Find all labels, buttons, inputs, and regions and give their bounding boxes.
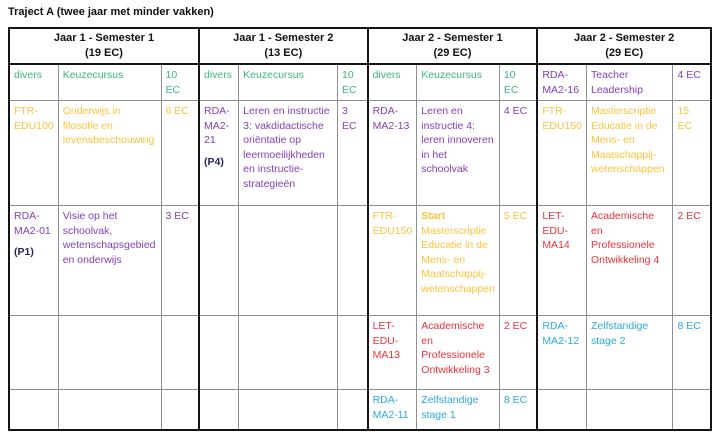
course-name-cell: Academische en Professionele Ontwikkeling 4 bbox=[587, 206, 673, 316]
course-name-cell bbox=[239, 206, 338, 316]
course-code-cell: RDA-MA2-01 (P1) bbox=[9, 206, 58, 316]
course-name-cell: Leren en instructie 3: vakdidactische oriëntatie op leermoeilijkheden en instructie-strategieën bbox=[239, 101, 338, 206]
semester-credits: (19 EC) bbox=[85, 47, 123, 60]
course-ec-cell bbox=[673, 390, 711, 430]
table-row bbox=[9, 64, 711, 100]
course-name-cell: Keuzecursus bbox=[417, 64, 500, 100]
semester-header-row bbox=[9, 28, 711, 64]
semester-title: Jaar 2 - Semester 1 bbox=[402, 32, 503, 44]
course-name-cell: Academische en Professionele Ontwikkeling 3 bbox=[417, 316, 500, 390]
semester-header bbox=[368, 28, 538, 64]
course-code-cell: FTR-EDU150 bbox=[368, 206, 417, 316]
course-ec-cell: 8 EC bbox=[499, 390, 537, 430]
course-name-cell bbox=[587, 390, 673, 430]
course-ec-cell bbox=[337, 316, 367, 390]
course-name-cell: Keuzecursus bbox=[239, 64, 338, 100]
course-code-cell: FTR-EDU150 bbox=[537, 101, 586, 206]
course-code-cell bbox=[199, 316, 239, 390]
table-row bbox=[9, 316, 711, 390]
course-ec-cell bbox=[161, 390, 199, 430]
course-name-cell: Keuzecursus bbox=[58, 64, 161, 100]
course-code-cell: LET-EDU-MA13 bbox=[368, 316, 417, 390]
table-row bbox=[9, 206, 711, 316]
course-code-cell: LET-EDU-MA14 bbox=[537, 206, 586, 316]
course-name-cell: Onderwijs in filosofie en levensbeschouwing bbox=[58, 101, 161, 206]
course-code-cell bbox=[537, 390, 586, 430]
course-ec-cell: 2 EC bbox=[673, 206, 711, 316]
semester-title: Jaar 1 - Semester 1 bbox=[53, 32, 155, 44]
course-name-bold-prefix: Start bbox=[421, 210, 446, 223]
course-ec-cell: 4 EC bbox=[673, 64, 711, 100]
course-ec-cell: 2 EC bbox=[499, 316, 537, 390]
course-code-cell: RDA-MA2-21 (P4) bbox=[199, 101, 239, 206]
course-ec-cell: 10 EC bbox=[337, 64, 367, 100]
semester-title: Jaar 1 - Semester 2 bbox=[233, 32, 334, 44]
table-row bbox=[9, 101, 711, 206]
course-code-cell: FTR-EDU100 bbox=[9, 101, 58, 206]
course-ec-cell: 15 EC bbox=[673, 101, 711, 206]
course-ec-cell: 10 EC bbox=[161, 64, 199, 100]
course-ec-cell: 6 EC bbox=[161, 101, 199, 206]
course-name-cell bbox=[239, 316, 338, 390]
page-title: Traject A (twee jaar met minder vakken) bbox=[8, 6, 214, 18]
semester-credits: (13 EC) bbox=[264, 47, 303, 60]
course-name-cell: Leren en instructie 4: leren innoveren in het schoolvak bbox=[417, 101, 500, 206]
course-ec-cell: 4 EC bbox=[499, 101, 537, 206]
course-name-cell: Teacher Leadership bbox=[587, 64, 673, 100]
semester-header bbox=[9, 28, 199, 64]
course-name-cell bbox=[58, 390, 161, 430]
course-code-cell bbox=[9, 316, 58, 390]
course-name-cell bbox=[58, 316, 161, 390]
course-ec-cell bbox=[337, 206, 367, 316]
course-code-cell: RDA-MA2-16 bbox=[537, 64, 586, 100]
course-code-cell bbox=[199, 206, 239, 316]
table-row bbox=[9, 390, 711, 430]
semester-header bbox=[199, 28, 368, 64]
semester-credits: (29 EC) bbox=[433, 47, 472, 60]
course-code-cell bbox=[199, 390, 239, 430]
period-badge: (P1) bbox=[14, 246, 34, 259]
course-name-cell: Start Masterscriptie Educatie in de Mens- en Maatschappij-wetenschappen bbox=[417, 206, 500, 316]
semester-title: Jaar 2 - Semester 2 bbox=[574, 32, 675, 44]
course-ec-cell bbox=[337, 390, 367, 430]
course-code-cell: divers bbox=[9, 64, 58, 100]
course-code-cell bbox=[9, 390, 58, 430]
course-name-cell: Masterscriptie Educatie in de Mens- en Maatschappij-wetenschappen bbox=[587, 101, 673, 206]
course-code-cell: RDA-MA2-13 bbox=[368, 101, 417, 206]
semester-header bbox=[537, 28, 711, 64]
course-ec-cell: 5 EC bbox=[499, 206, 537, 316]
course-code-cell: RDA-MA2-11 bbox=[368, 390, 417, 430]
course-ec-cell: 10 EC bbox=[499, 64, 537, 100]
course-ec-cell: 3 EC bbox=[161, 206, 199, 316]
course-code-cell: divers bbox=[199, 64, 239, 100]
course-name-cell: Zelfstandige stage 1 bbox=[417, 390, 500, 430]
period-badge: (P4) bbox=[204, 155, 224, 168]
course-ec-cell: 8 EC bbox=[673, 316, 711, 390]
curriculum-table bbox=[8, 27, 712, 431]
semester-credits: (29 EC) bbox=[605, 47, 644, 60]
course-ec-cell: 3 EC bbox=[337, 101, 367, 206]
course-name-cell: Visie op het schoolvak, wetenschapsgebied en onderwijs bbox=[58, 206, 161, 316]
course-ec-cell bbox=[161, 316, 199, 390]
course-name-cell bbox=[239, 390, 338, 430]
course-name-cell: Zelfstandige stage 2 bbox=[587, 316, 673, 390]
course-code-cell: divers bbox=[368, 64, 417, 100]
course-code-cell: RDA-MA2-12 bbox=[537, 316, 586, 390]
